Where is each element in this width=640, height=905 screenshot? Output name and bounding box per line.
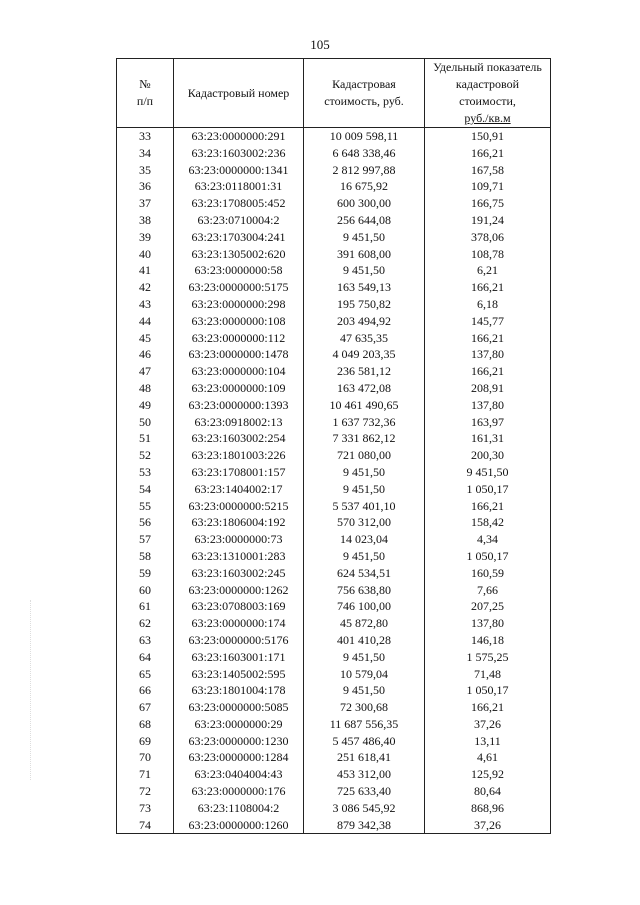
cadastral-number-cell: 63:23:1703004:241 — [174, 229, 304, 246]
cadastral-value-cell: 47 635,35 — [304, 330, 425, 347]
row-number: 52 — [117, 447, 174, 464]
specific-indicator-cell: 150,91 — [425, 128, 551, 145]
row-number: 45 — [117, 330, 174, 347]
table-row — [117, 716, 551, 733]
row-number: 65 — [117, 666, 174, 683]
cadastral-number-cell: 63:23:0000000:1341 — [174, 162, 304, 179]
specific-indicator-cell: 163,97 — [425, 414, 551, 431]
table-row — [117, 598, 551, 615]
specific-indicator-cell: 160,59 — [425, 565, 551, 582]
row-number: 53 — [117, 464, 174, 481]
specific-indicator-cell: 4,61 — [425, 749, 551, 766]
specific-indicator-cell: 37,26 — [425, 716, 551, 733]
cadastral-value-cell: 756 638,80 — [304, 582, 425, 599]
table-row — [117, 766, 551, 783]
specific-indicator-cell: 208,91 — [425, 380, 551, 397]
row-number: 74 — [117, 817, 174, 834]
row-number: 41 — [117, 262, 174, 279]
row-number: 55 — [117, 498, 174, 515]
specific-indicator-cell: 146,18 — [425, 632, 551, 649]
cadastral-number-cell: 63:23:0000000:104 — [174, 363, 304, 380]
cadastral-table — [116, 58, 551, 834]
specific-indicator-cell: 158,42 — [425, 514, 551, 531]
cadastral-number-cell: 63:23:1806004:192 — [174, 514, 304, 531]
cadastral-value-cell: 570 312,00 — [304, 514, 425, 531]
row-number: 42 — [117, 279, 174, 296]
cadastral-value-cell: 10 579,04 — [304, 666, 425, 683]
specific-indicator-cell: 868,96 — [425, 800, 551, 817]
cadastral-value-cell: 9 451,50 — [304, 229, 425, 246]
cadastral-number-cell: 63:23:0000000:1478 — [174, 346, 304, 363]
cadastral-value-cell: 391 608,00 — [304, 246, 425, 263]
table-body — [117, 128, 551, 834]
table-row — [117, 380, 551, 397]
cadastral-number-cell: 63:23:1305002:620 — [174, 246, 304, 263]
row-number: 66 — [117, 682, 174, 699]
row-number: 33 — [117, 128, 174, 145]
cadastral-number-cell: 63:23:1801004:178 — [174, 682, 304, 699]
cadastral-value-cell: 6 648 338,46 — [304, 145, 425, 162]
specific-indicator-cell: 80,64 — [425, 783, 551, 800]
header-num: № п/п — [117, 59, 174, 128]
specific-indicator-cell: 71,48 — [425, 666, 551, 683]
specific-indicator-cell: 9 451,50 — [425, 464, 551, 481]
cadastral-value-cell: 9 451,50 — [304, 464, 425, 481]
table-row — [117, 682, 551, 699]
specific-indicator-cell: 1 050,17 — [425, 682, 551, 699]
cadastral-value-cell: 236 581,12 — [304, 363, 425, 380]
cadastral-value-cell: 10 461 490,65 — [304, 397, 425, 414]
row-number: 51 — [117, 430, 174, 447]
table-row — [117, 733, 551, 750]
row-number: 37 — [117, 195, 174, 212]
row-number: 39 — [117, 229, 174, 246]
cadastral-value-cell: 72 300,68 — [304, 699, 425, 716]
row-number: 67 — [117, 699, 174, 716]
cadastral-number-cell: 63:23:0000000:1262 — [174, 582, 304, 599]
cadastral-value-cell: 401 410,28 — [304, 632, 425, 649]
row-number: 43 — [117, 296, 174, 313]
cadastral-value-cell: 203 494,92 — [304, 313, 425, 330]
row-number: 57 — [117, 531, 174, 548]
specific-indicator-cell: 1 050,17 — [425, 481, 551, 498]
specific-indicator-cell: 6,21 — [425, 262, 551, 279]
row-number: 59 — [117, 565, 174, 582]
cadastral-number-cell: 63:23:0404004:43 — [174, 766, 304, 783]
page-number: 105 — [310, 37, 330, 52]
cadastral-number-cell: 63:23:0000000:1284 — [174, 749, 304, 766]
table-row — [117, 699, 551, 716]
specific-indicator-cell: 166,21 — [425, 330, 551, 347]
specific-indicator-cell: 7,66 — [425, 582, 551, 599]
table-row — [117, 296, 551, 313]
row-number: 56 — [117, 514, 174, 531]
cadastral-value-cell: 600 300,00 — [304, 195, 425, 212]
cadastral-number-cell: 63:23:0000000:1393 — [174, 397, 304, 414]
specific-indicator-cell: 166,21 — [425, 699, 551, 716]
cadastral-number-cell: 63:23:1603002:236 — [174, 145, 304, 162]
row-number: 34 — [117, 145, 174, 162]
cadastral-value-cell: 746 100,00 — [304, 598, 425, 615]
cadastral-number-cell: 63:23:1801003:226 — [174, 447, 304, 464]
table-row — [117, 430, 551, 447]
specific-indicator-cell: 207,25 — [425, 598, 551, 615]
table-row — [117, 313, 551, 330]
cadastral-value-cell: 195 750,82 — [304, 296, 425, 313]
cadastral-number-cell: 63:23:0000000:176 — [174, 783, 304, 800]
specific-indicator-cell: 137,80 — [425, 615, 551, 632]
table-row — [117, 749, 551, 766]
cadastral-number-cell: 63:23:0000000:112 — [174, 330, 304, 347]
specific-indicator-cell: 37,26 — [425, 817, 551, 834]
row-number: 69 — [117, 733, 174, 750]
row-number: 58 — [117, 548, 174, 565]
cadastral-value-cell: 7 331 862,12 — [304, 430, 425, 447]
cadastral-number-cell: 63:23:1603002:245 — [174, 565, 304, 582]
table-header — [117, 59, 551, 128]
cadastral-number-cell: 63:23:0000000:29 — [174, 716, 304, 733]
specific-indicator-cell: 108,78 — [425, 246, 551, 263]
table-row — [117, 363, 551, 380]
specific-indicator-cell: 125,92 — [425, 766, 551, 783]
cadastral-value-cell: 9 451,50 — [304, 548, 425, 565]
cadastral-value-cell: 251 618,41 — [304, 749, 425, 766]
row-number: 40 — [117, 246, 174, 263]
cadastral-value-cell: 9 451,50 — [304, 262, 425, 279]
row-number: 50 — [117, 414, 174, 431]
specific-indicator-cell: 137,80 — [425, 397, 551, 414]
header-cadastral-number: Кадастровый номер — [174, 59, 304, 128]
cadastral-value-cell: 624 534,51 — [304, 565, 425, 582]
cadastral-value-cell: 16 675,92 — [304, 178, 425, 195]
table-row — [117, 212, 551, 229]
cadastral-value-cell: 2 812 997,88 — [304, 162, 425, 179]
row-number: 73 — [117, 800, 174, 817]
table-row — [117, 800, 551, 817]
scan-margin-mark — [30, 600, 32, 780]
cadastral-value-cell: 14 023,04 — [304, 531, 425, 548]
cadastral-value-cell: 879 342,38 — [304, 817, 425, 834]
table-row — [117, 246, 551, 263]
specific-indicator-cell: 137,80 — [425, 346, 551, 363]
row-number: 47 — [117, 363, 174, 380]
specific-indicator-cell: 191,24 — [425, 212, 551, 229]
cadastral-number-cell: 63:23:0918002:13 — [174, 414, 304, 431]
row-number: 61 — [117, 598, 174, 615]
cadastral-number-cell: 63:23:0000000:58 — [174, 262, 304, 279]
cadastral-value-cell: 9 451,50 — [304, 481, 425, 498]
specific-indicator-cell: 145,77 — [425, 313, 551, 330]
table-row — [117, 565, 551, 582]
header-specific-indicator: Удельный показатель кадастровой стоимости, руб./кв.м — [425, 59, 551, 128]
specific-indicator-cell: 166,21 — [425, 145, 551, 162]
table-row — [117, 195, 551, 212]
table-row — [117, 582, 551, 599]
table-row — [117, 481, 551, 498]
cadastral-number-cell: 63:23:0000000:109 — [174, 380, 304, 397]
cadastral-value-cell: 1 637 732,36 — [304, 414, 425, 431]
row-number: 49 — [117, 397, 174, 414]
cadastral-number-cell: 63:23:0118001:31 — [174, 178, 304, 195]
specific-indicator-cell: 167,58 — [425, 162, 551, 179]
table-row — [117, 615, 551, 632]
specific-indicator-cell: 200,30 — [425, 447, 551, 464]
cadastral-value-cell: 3 086 545,92 — [304, 800, 425, 817]
specific-indicator-cell: 166,21 — [425, 279, 551, 296]
row-number: 35 — [117, 162, 174, 179]
table-row — [117, 666, 551, 683]
table-row — [117, 178, 551, 195]
row-number: 38 — [117, 212, 174, 229]
row-number: 36 — [117, 178, 174, 195]
specific-indicator-cell: 166,21 — [425, 363, 551, 380]
cadastral-number-cell: 63:23:1404002:17 — [174, 481, 304, 498]
specific-indicator-cell: 166,75 — [425, 195, 551, 212]
specific-indicator-cell: 4,34 — [425, 531, 551, 548]
row-number: 48 — [117, 380, 174, 397]
cadastral-value-cell: 453 312,00 — [304, 766, 425, 783]
cadastral-value-cell: 721 080,00 — [304, 447, 425, 464]
table-row — [117, 229, 551, 246]
table-row — [117, 414, 551, 431]
row-number: 71 — [117, 766, 174, 783]
cadastral-value-cell: 4 049 203,35 — [304, 346, 425, 363]
cadastral-number-cell: 63:23:0000000:5175 — [174, 279, 304, 296]
cadastral-number-cell: 63:23:0000000:5176 — [174, 632, 304, 649]
table-row — [117, 464, 551, 481]
table-row — [117, 145, 551, 162]
cadastral-number-cell: 63:23:1108004:2 — [174, 800, 304, 817]
cadastral-value-cell: 9 451,50 — [304, 649, 425, 666]
header-cadastral-value: Кадастровая стоимость, руб. — [304, 59, 425, 128]
row-number: 64 — [117, 649, 174, 666]
table-row — [117, 262, 551, 279]
header-row — [117, 59, 551, 128]
cadastral-number-cell: 63:23:0000000:174 — [174, 615, 304, 632]
row-number: 54 — [117, 481, 174, 498]
cadastral-number-cell: 63:23:0000000:1230 — [174, 733, 304, 750]
cadastral-value-cell: 5 457 486,40 — [304, 733, 425, 750]
specific-indicator-cell: 109,71 — [425, 178, 551, 195]
specific-indicator-cell: 6,18 — [425, 296, 551, 313]
table-row — [117, 817, 551, 834]
table-row — [117, 548, 551, 565]
table-row — [117, 531, 551, 548]
table-row — [117, 330, 551, 347]
row-number: 70 — [117, 749, 174, 766]
table-row — [117, 783, 551, 800]
cadastral-value-cell: 5 537 401,10 — [304, 498, 425, 515]
specific-indicator-cell: 13,11 — [425, 733, 551, 750]
table-row — [117, 162, 551, 179]
row-number: 68 — [117, 716, 174, 733]
cadastral-value-cell: 10 009 598,11 — [304, 128, 425, 145]
cadastral-number-cell: 63:23:0710004:2 — [174, 212, 304, 229]
table-row — [117, 514, 551, 531]
cadastral-number-cell: 63:23:0000000:298 — [174, 296, 304, 313]
cadastral-number-cell: 63:23:0000000:73 — [174, 531, 304, 548]
cadastral-value-cell: 9 451,50 — [304, 682, 425, 699]
cadastral-value-cell: 163 472,08 — [304, 380, 425, 397]
cadastral-number-cell: 63:23:1310001:283 — [174, 548, 304, 565]
specific-indicator-cell: 378,06 — [425, 229, 551, 246]
cadastral-value-cell: 11 687 556,35 — [304, 716, 425, 733]
table-row — [117, 128, 551, 145]
row-number: 62 — [117, 615, 174, 632]
cadastral-number-cell: 63:23:1708001:157 — [174, 464, 304, 481]
row-number: 60 — [117, 582, 174, 599]
cadastral-number-cell: 63:23:0000000:1260 — [174, 817, 304, 834]
cadastral-number-cell: 63:23:1405002:595 — [174, 666, 304, 683]
cadastral-number-cell: 63:23:1603002:254 — [174, 430, 304, 447]
table-row — [117, 649, 551, 666]
cadastral-number-cell: 63:23:1708005:452 — [174, 195, 304, 212]
cadastral-number-cell: 63:23:0000000:291 — [174, 128, 304, 145]
table-row — [117, 498, 551, 515]
cadastral-value-cell: 163 549,13 — [304, 279, 425, 296]
cadastral-value-cell: 256 644,08 — [304, 212, 425, 229]
table-row — [117, 447, 551, 464]
cadastral-number-cell: 63:23:0000000:108 — [174, 313, 304, 330]
row-number: 46 — [117, 346, 174, 363]
cadastral-number-cell: 63:23:0000000:5215 — [174, 498, 304, 515]
cadastral-number-cell: 63:23:1603001:171 — [174, 649, 304, 666]
row-number: 72 — [117, 783, 174, 800]
table-row — [117, 397, 551, 414]
cadastral-number-cell: 63:23:0708003:169 — [174, 598, 304, 615]
specific-indicator-cell: 1 050,17 — [425, 548, 551, 565]
row-number: 63 — [117, 632, 174, 649]
cadastral-value-cell: 725 633,40 — [304, 783, 425, 800]
specific-indicator-cell: 161,31 — [425, 430, 551, 447]
cadastral-value-cell: 45 872,80 — [304, 615, 425, 632]
table-row — [117, 632, 551, 649]
table-row — [117, 346, 551, 363]
specific-indicator-cell: 166,21 — [425, 498, 551, 515]
cadastral-number-cell: 63:23:0000000:5085 — [174, 699, 304, 716]
specific-indicator-cell: 1 575,25 — [425, 649, 551, 666]
table-row — [117, 279, 551, 296]
row-number: 44 — [117, 313, 174, 330]
